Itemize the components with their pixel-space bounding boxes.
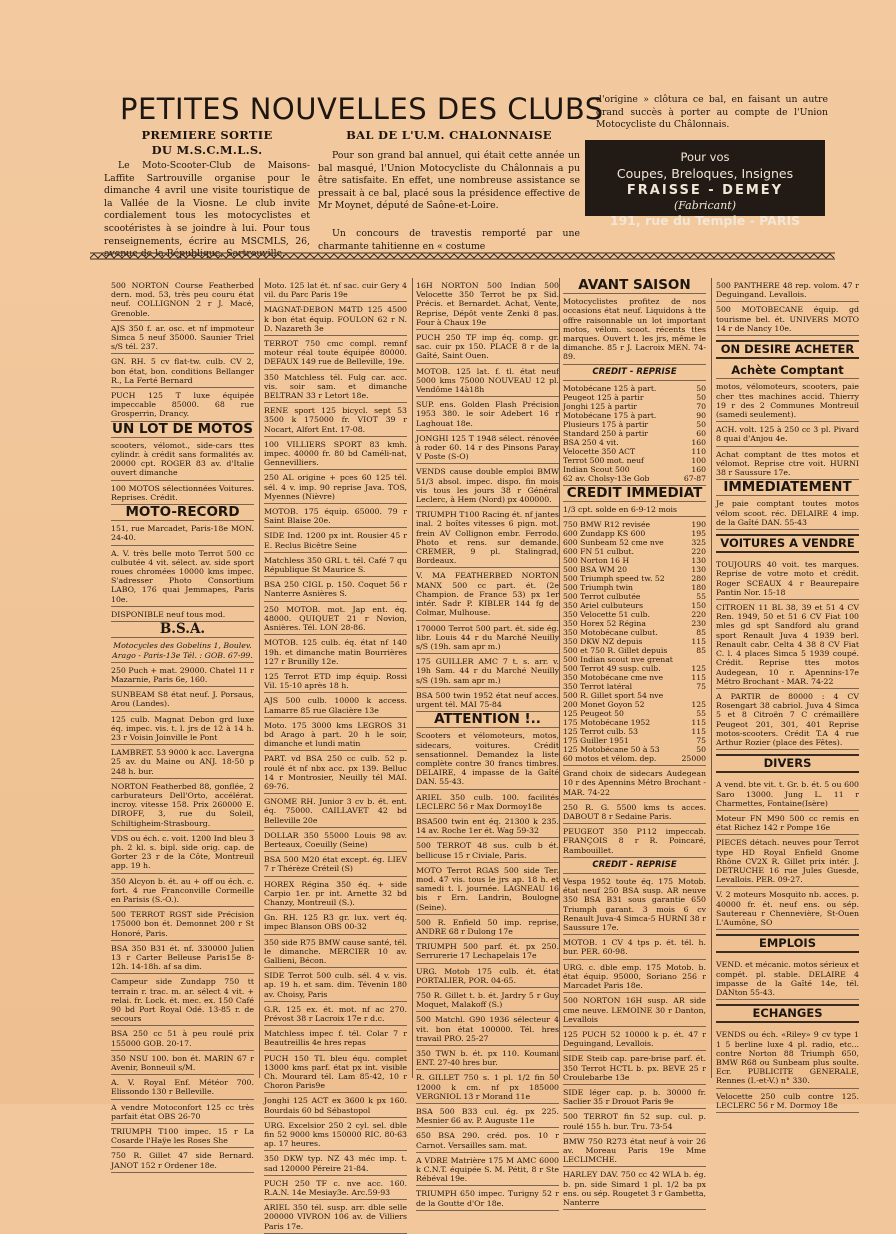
section-heading: UN LOT DE MOTOS: [112, 420, 253, 437]
classified-ad: 350 Alcyon b. ét. au + off ou éch. c. fort. 4 rue Franconville Cormeille en Parisis (S.-O.).: [111, 874, 254, 908]
price-value: 220: [691, 547, 706, 557]
classified-ad: MOTOB. 125 lat. f. tl. état neuf 5000 kms 75000 NOUVEAU 12 pl. Vendôme 14à18h: [416, 364, 559, 398]
story1-body: Le Moto-Scooter-Club de Maisons-Laffite Sartrouville organise pour le dimanche 4 avril une visite touristique de la Vallée de la Viosne. Le club invite cordialement tous les motocyclistes et scootéristes à se joindre à lui. Pour tous renseignements, écrire au MSCMLS, 26, avenue de la République, Sartrouville.: [104, 160, 310, 260]
classified-ad: 350 side R75 BMW cause santé, tél. le dimanche. MERCIER 10 av. Gallieni, Bécon.: [264, 935, 407, 969]
classified-ad: 350 NSU 100. bon ét. MARIN 67 r Avenir, Bonneuil s/M.: [111, 1051, 254, 1075]
price-value: 90: [696, 410, 706, 420]
price-row: [563, 538, 706, 547]
classified-ad: 500 NORTON 16H susp. AR side cme neuve. LEMOINE 30 r Danton, Levallois: [563, 993, 706, 1027]
classified-ad: Velocette 250 culb contre 125. LECLERC 56 r M. Dormoy 18e: [716, 1089, 859, 1113]
price-value: 125: [691, 664, 706, 674]
section-heading: DIVERS: [716, 754, 859, 773]
classifieds-column-3: [416, 278, 559, 1208]
price-row: [563, 718, 706, 727]
classified-ad: PIECES détach. neuves pour Terrot type HD Royal Enfield Gnome Rhône CV2X R. Gillet prix intér. J. DETRUCHE 16 rue Jules Guesde, Levallois. PER. 09-27.: [716, 835, 859, 887]
price-row: [563, 447, 706, 456]
classified-ad: 500 TERROT 48 sus. culb b ét. bellicuse 15 r Civiale, Paris.: [416, 838, 559, 862]
classified-ad: 500 TERROT fin 52 sup. cul. p. roulé 155 h. bur. Tru. 73-54: [563, 1109, 706, 1133]
price-row: [563, 402, 706, 411]
classified-ad: URG. c. dble emp. 175 Motob. b. état équip. 95000, Soriano 256 r Marcadet Paris 18e.: [563, 960, 706, 994]
classified-ad: PUCH 250 TF c. nve acc. 160. R.A.N. 14e Mesiay3e. Arc.59-93: [264, 1176, 407, 1200]
price-item: 350 Motobécane cme nve: [563, 673, 664, 683]
price-value: 85: [696, 628, 706, 638]
classified-ad: Moto. 125 lat ét. nf sac. cuir Gery 4 vil. du Parc Paris 19e: [264, 278, 407, 302]
price-value: 160: [691, 437, 706, 447]
price-item: 200 Monet Goyon 52: [563, 700, 645, 710]
price-item: 500 et 750 R. Gillet depuis: [563, 646, 668, 656]
classified-ad: ACH. volt. 125 à 250 cc 3 pl. Pivard 8 quai d'Anjou 4e.: [716, 422, 859, 446]
classified-ad: A PARTIR de 80000 : 4 CV Rosengart 38 cabriol. Juva 4 Simca 5 et 8 Citroën 7 C crémaillère Peugeot 201, 301, 401 Reprise motos-scooters. Crédit T.A 4 rue Arthur Rozier (place des Fêtes).: [716, 689, 859, 750]
classified-ad: Moto. 175 3000 kms LEGROS 31 bd Arago à part. 20 h le soir, dimanche et lundi matin: [264, 718, 407, 752]
price-row: [563, 745, 706, 754]
price-row: [563, 682, 706, 691]
price-value: 325: [691, 538, 706, 548]
classified-ad: 500 NORTON Course Featherbed dern. mod. 53, très peu couru état neuf. COLLIGNON 2 r J. Macé, Grenoble.: [111, 278, 254, 321]
section-heading: CREDIT IMMEDIAT: [563, 486, 706, 502]
price-item: 500 Terrot culbutée: [563, 592, 641, 602]
story1-title-line2: DU M.S.C.M.L.S.: [151, 143, 263, 157]
classified-ad: PUCH 250 TF imp éq. comp. gr. sac. cuir px 150. PLACE 8 r de la Gaîté, Saint Ouen.: [416, 330, 559, 364]
price-row: [563, 754, 706, 763]
price-row: [563, 637, 706, 646]
classified-ad: Matchless 350 GRL t. tél. Café 7 qu République St Maurice S.: [264, 553, 407, 577]
price-item: 500 BSA WM 20: [563, 565, 628, 575]
price-row: [563, 438, 706, 447]
price-item: 350 Ariel culbuteurs: [563, 601, 644, 611]
price-item: Standard 250 à partir: [563, 428, 648, 438]
price-value: [677, 655, 706, 664]
classified-ad: MOTO Terrot RGAS 500 side Ter. mod. 47 vis. tous le jrs ap. 18 h. et samedi t. l. journée. LAGNEAU 16 bis r Ern. Landrin, Boulogne (Seine).: [416, 863, 559, 915]
price-value: 130: [691, 565, 706, 575]
price-row: [563, 583, 706, 592]
classified-ad: 151, rue Marcadet, Paris-18e MON. 24-40.: [111, 521, 254, 545]
section-heading: AVANT SAISON: [563, 278, 706, 294]
story2-body-1: Pour son grand bal annuel, qui était cette année un bal masqué, l'Union Motocycliste du Châlonnais a pu être satisfaite. En effet, une nombreuse assistance se pressait à ce bal, placé sous la présidence effective de Mr Moynet, député de Saône-et-Loire.: [318, 150, 580, 212]
price-item: Terrot 500 mot. neuf: [563, 455, 644, 465]
price-item: Velocette 350 ACT: [563, 446, 636, 456]
price-item: 350 Motobécane culbut.: [563, 628, 658, 638]
price-list: [563, 381, 706, 486]
classified-ad: AJS 350 f. ar. osc. et nf impmoteur Simca 5 neuf 35000. Saunier Triel s/S tél. 237.: [111, 321, 254, 355]
classified-ad: R. GILLET 750 s. 1 pl. 1/2 fin 50 12000 k cm. nf px 185000 VERGNIOL 13 r Morand 11e: [416, 1070, 559, 1104]
price-item: 500 Norton 16 H: [563, 556, 630, 566]
price-item: 600 Zundapp KS 600: [563, 529, 646, 539]
classified-ad: 500 Matchl. G90 1936 sélecteur 4 vit. bon état 100000. Tél. hres travail PRO. 25-27: [416, 1012, 559, 1046]
classified-ad: V. MA FEATHERBED NORTON MANX 500 cc part. ét. (2e Champion. de France 53) px 1er intér. Sadr P. KIBLER 144 fg de Colmar, Mulhouse.: [416, 568, 559, 620]
price-item: 750 BMW R12 revisée: [563, 520, 651, 530]
classified-ad: 350 DKW typ. NZ 43 méc imp. t. sad 120000 Péreire 21-84.: [264, 1151, 407, 1175]
price-value: 75: [696, 736, 706, 746]
price-item: 600 FN 51 culbut.: [563, 547, 634, 557]
price-value: 115: [691, 637, 706, 647]
classified-ad: 250 AL origine + pces 60 125 tél. sél. 4 v. imp. 90 reprise Java. TOS, Myennes (Nièvre): [264, 470, 407, 504]
classifieds-column-4: [563, 277, 706, 1207]
price-row: [563, 691, 706, 700]
classified-ad: G.R. 125 ex. ét. mot. nf ac 270. Prévost 38 r Lacroix 17e r d.c.: [264, 1002, 407, 1026]
classified-ad: MOTOB. 125 culb. éq. état nf 140 19h. et dimanche matin Bourrières 127 r Brunilly 12e.: [264, 635, 407, 669]
price-item: 500 Indian scout nve grenat: [563, 655, 673, 665]
classified-ad: 125 PUCH 52 10000 k p. ét. 47 r Deguingand, Levallois.: [563, 1027, 706, 1051]
classified-ad: 500 PANTHERE 48 rep. volom. 47 r Deguingand. Levallois.: [716, 278, 859, 302]
classified-ad: 100 VILLIERS SPORT 83 kmh. impec. 40000 fr. 80 bd Caméli-nat, Gennevilliers.: [264, 437, 407, 471]
classified-ad: PUCH 125 T luxe équipée impeccable 85000. 68 rue Grosperrin, Drancy.: [111, 388, 254, 422]
price-row: [563, 384, 706, 393]
classified-ad: TRIUMPH T100 impec. 15 r La Cosarde l'Haÿe les Roses She: [111, 1124, 254, 1148]
price-item: 350 DKW NZ depuis: [563, 637, 643, 647]
classified-ad: Gn. RH. 125 R3 gr. lux. vert éq. impec Blanson OBS 00-32: [264, 910, 407, 934]
price-row: [563, 709, 706, 718]
price-row: [563, 601, 706, 610]
classified-ad: Je paie comptant toutes motos vélom scoot. réc. DELAIRE 4 imp. de la Gaîté DAN. 55-43: [716, 496, 859, 530]
classified-ad: LAMBRET. 53 9000 k acc. Lavergna 25 av. du Maine ou ANJ. 18-50 p 248 h. bur.: [111, 745, 254, 779]
price-value: 50: [696, 392, 706, 402]
price-value: 50: [696, 383, 706, 393]
price-value: 25000: [681, 754, 706, 764]
classified-ad: Achat comptant de ttes motos et vélomot. Reprise ctre voit. HURNI 38 r Saussure 17e.: [716, 447, 859, 481]
price-value: 115: [691, 673, 706, 683]
classified-ad: 1/3 cpt. solde en 6-9-12 mois: [563, 502, 706, 517]
classified-ad: BMW 750 R273 état neuf à voir 26 av. Moreau Paris 19e Mme LECLIMCHE.: [563, 1134, 706, 1168]
price-item: 500 Triumph speed tw. 52: [563, 574, 665, 584]
price-row: [563, 655, 706, 664]
fraisse-demey-ad: [585, 140, 825, 228]
price-value: 115: [691, 718, 706, 728]
classified-ad: 100 MOTOS sélectionnées Voitures. Reprises. Crédit.: [111, 481, 254, 505]
price-item: Peugeot 125 à partir: [563, 392, 644, 402]
price-value: 160: [691, 464, 706, 474]
classified-ad: VENDS ou éch. «Riley» 9 cv type 1 1 5 berline luxe 4 pl. radio, etc... contre Norton 88 Triumph 650, BMW R68 ou Sunbeam plus soulte. Ecr. PUBLICITE GENERALE, Rennes (I.-et-V.) n° 330.: [716, 1027, 859, 1088]
classified-ad: ARIEL 350 culb. 100. facilités LECLERC 56 r Max Dormoy18e: [416, 790, 559, 814]
price-row: [563, 727, 706, 736]
price-item: 125 Motobécane 50 à 53: [563, 745, 660, 755]
classified-ad: TOUJOURS 40 voit. tes marques. Reprise de votre moto et crédit. Roger SCEAUX 4 r Beaurepaire Pantin Nor. 15-18: [716, 557, 859, 600]
price-row: [563, 736, 706, 745]
classified-ad: GN. RH. 5 cv flat-tw. culb. CV 2, bon état, bon. conditions Bellanger R., La Ferté Bernard: [111, 354, 254, 388]
classified-ad: SUNBEAM S8 état neuf. J. Porsaus, Arou (Landes).: [111, 687, 254, 711]
classified-ad: PART. vd BSA 250 cc culb. 52 p. roulé ét nf nbx acc. px 139. Belluc 14 r Montrosier, Neuilly tél MAI. 69-76.: [264, 751, 407, 794]
price-row: [563, 474, 706, 483]
classified-ad: motos, vélomoteurs, scooters, paie cher ttes machines accid. Thierry 19 r des 2 Communes Montreuil (samedi seulement).: [716, 379, 859, 422]
classified-ad: DISPONIBLE neuf tous mod.: [111, 607, 254, 622]
section-heading: CREDIT - REPRISE: [563, 858, 706, 874]
classified-ad: 750 R. Gillet t. b. ét. Jardry 5 r Guy Moquet, Malakoff (S.): [416, 988, 559, 1012]
price-item: Jonghi 125 à partir: [563, 401, 637, 411]
section-heading: IMMEDIATEMENT: [716, 480, 859, 496]
classified-ad: PUCH 150 TL bleu équ. complet 13000 kms parf. état px int. visible Ch. Mourard tél. Lam 85-42, 10 r Choron Paris9e: [264, 1051, 407, 1094]
price-item: 500 Triumph twin: [563, 583, 634, 593]
classified-ad: 170000 Terrot 500 part. ét. side ég. libr. Louis 44 r du Marché Neuilly s/S (19h. sam apr m.): [416, 621, 559, 655]
section-heading: CREDIT - REPRISE: [563, 365, 706, 381]
classified-ad: Vespa 1952 toute éq. 175 Motob. état neuf 250 BSA susp. AR neuve 350 BSA B31 sous garantie 650 Triumph garant. 3 mois 6 cv Renault Juva-4 Simca-5 HURNI 38 r Saussure 17e.: [563, 874, 706, 935]
price-value: 75: [696, 682, 706, 692]
price-row: [563, 456, 706, 465]
price-row: [563, 529, 706, 538]
price-row: [563, 664, 706, 673]
column-rule: [412, 278, 413, 1078]
price-item: 600 Sunbeam 52 cme nve: [563, 538, 664, 548]
story2-body-3: d'origine » clôtura ce bal, en faisant un autre grand succès à porter au compte de l'Union Motocycliste du Châlonnais.: [596, 94, 828, 131]
classified-ad: MAGNAT-DEBON M4TD 125 4500 k bon état équip. FOULON 62 r N. D. Nazareth 3e: [264, 302, 407, 336]
page-headline: PETITES NOUVELLES DES CLUBS: [120, 92, 604, 126]
ad-line-5: 191, rue du Temple - PARIS: [609, 213, 801, 228]
classified-ad: MOTOB. 1 CV 4 tps p. ét. tél. h. bur. PER. 60-98.: [563, 935, 706, 959]
price-item: Motobécane 175 à part.: [563, 410, 657, 420]
price-value: [677, 691, 706, 700]
classified-ad: URG. Excelsior 250 2 cyl. sel. dble fin 52 9000 kms 150000 RIC. 80-63 ap. 17 heures.: [264, 1118, 407, 1152]
classified-ad: SIDE léger cap. p. b. 30000 fr. Saclier 35 r Drouot Paris 9e: [563, 1085, 706, 1109]
classified-ad: TRIUMPH 650 impec. Turigny 52 r de la Goutte d'Or 18e.: [416, 1186, 559, 1210]
classified-ad: Moteur FN M90 500 cc remis en état Richez 142 r Pompe 16e: [716, 811, 859, 835]
price-item: Plusieurs 175 à partir: [563, 419, 649, 429]
price-row: [563, 592, 706, 601]
section-heading: ATTENTION !..: [416, 712, 559, 728]
price-value: 195: [691, 529, 706, 539]
classified-ad: BSA 350 B31 ét. nf. 330000 Julien 13 r Carter Belleuse Paris15e 8-12h. 14-18h. af sa dim.: [111, 941, 254, 975]
price-row: [563, 465, 706, 474]
classified-ad: SUP. ens. Golden Flash Précision 1953 380. le soir Adebert 16 r Laghouat 18e.: [416, 397, 559, 431]
classified-ad: AJS 500 culb. 10000 k access. Lamarre 85 rue Glacière 13e: [264, 693, 407, 717]
price-value: 115: [691, 727, 706, 737]
price-row: [563, 565, 706, 574]
price-row: [563, 673, 706, 682]
classified-ad: GNOME RH. Junior 3 cv b. ét. ent. éq. 75000. CAILLAVET 42 bd Belleville 20e: [264, 794, 407, 828]
price-value: 85: [696, 646, 706, 656]
price-value: 110: [691, 446, 706, 456]
classified-ad: 16H NORTON 500 Indian 500 Velocette 350 Terrot be px Sid. Précis. et Bernardet. Achat, Vente, Reprise, Dépôt vente Zenki 8 pas. Four à Chaux 19e: [416, 278, 559, 330]
price-item: 175 Motobécane 1952: [563, 718, 651, 728]
classified-ad: 175 GUILLER AMC 7 t. s. arr. v. 19h Sam. 44 r du Marché Neuilly s/S (19h. sam apr m.): [416, 654, 559, 688]
price-item: 125 Peugeot 50: [563, 709, 624, 719]
classified-ad: 250 R. G. 5500 kms ts acces. DABOUT 8 r Sedaine Paris.: [563, 800, 706, 824]
price-row: [563, 646, 706, 655]
classified-ad: Motocyclistes profitez de nos occasions état neuf. Liquidons à tte offre raisonnable un lot important motos, vélom. scoot. récents ttes marques. Ouvert t. les jrs, même le dimanche. 85 r J. Lacroix MEN. 74-89.: [563, 294, 706, 364]
price-item: 500 Terrot 49 susp. culb.: [563, 664, 661, 674]
classified-ad: Campeur side Zundapp 750 tt terrain r. trac. m. ar. sélect 4 vit. + relai. fr. Lock. ét. mec. ex. 150 Café 90 bd Port Royal Odé. 13-85 r. de secours: [111, 974, 254, 1026]
classified-ad: Matchless impec f. tél. Colar 7 r Beautreillis 4e hres repas: [264, 1026, 407, 1050]
classifieds-column-2: [264, 278, 407, 1231]
price-item: 350 Velocette 51 culb.: [563, 610, 650, 620]
price-value: 70: [696, 401, 706, 411]
section-heading: MOTO-RECORD: [111, 505, 254, 521]
section-heading: EMPLOIS: [716, 934, 859, 953]
price-value: 280: [691, 574, 706, 584]
price-row: [563, 619, 706, 628]
price-value: 50: [696, 419, 706, 429]
classified-ad: 750 R. Gillet 47 side Bernard. JANOT 152 r Ordener 18e.: [111, 1148, 254, 1172]
classified-ad: 500 R. Enfield 50 imp. reprise, ANDRE 68 r Dulong 17e: [416, 915, 559, 939]
classified-ad: BSA 500 B33 cul. ég. px 225. Mesnier 66 av. P. Auguste 11e: [416, 1104, 559, 1128]
classified-ad: V. 2 moteurs Mosquito nb. acces. p. 40000 fr. ét. neuf ens. ou sép. Sautereau r Chennevière, St-Ouen L'Aumône, SO: [716, 887, 859, 930]
price-row: [563, 411, 706, 420]
classified-ad: TERROT 750 cmc compl. remnf moteur réal toute équipée 80000. DEFAUX 149 rue de Belleville, 19e.: [264, 336, 407, 370]
column-rule: [259, 278, 260, 1078]
price-item: 60 motos et vélom. dep.: [563, 754, 657, 764]
price-row: [563, 610, 706, 619]
classified-ad: BSA 250 CIGL p. 150. Coquet 56 r Nanterre Asnières S.: [264, 577, 407, 601]
price-row: [563, 628, 706, 637]
classified-ad: TRIUMPH 500 parf. ét. px 250. Serrurerie 17 Lechapelais 17e: [416, 939, 559, 963]
price-value: 60: [696, 428, 706, 438]
section-heading: ECHANGES: [716, 1004, 859, 1023]
classified-ad: HARLEY DAV. 750 cc 42 WLA b. ég. b. pn. side Simard 1 pl. 1/2 ba px ens. ou sép. Rougetet 3 r Gambetta, Nanterre: [563, 1167, 706, 1210]
classified-ad: VENDS cause double emploi BMW 51/3 absol. impec. dispo. fin mois vis tous les jours 38 r Général Leclerc, à Hem (Nord) px 400000.: [416, 464, 559, 507]
price-item: 62 av. Cholsy-13e Gob: [563, 473, 650, 483]
classified-ad: Grand choix de sidecars Audegean 10 r des Apennins Métro Brochant - MAR. 74-22: [563, 766, 706, 800]
classified-ad: BSA500 twin ent éq. 21300 k 235. 14 av. Roche 1er ét. Wag 59-32: [416, 814, 559, 838]
price-item: 350 Horex 52 Régina: [563, 619, 646, 629]
price-value: 67-87: [683, 473, 706, 483]
classified-ad: NORTON Featherbed 88, gonflée, 2 carburateurs Dell'Orto, accélérat. incroy. vitesse 158. Prix 260000 E. DIROFF, 3, rue du Soleil, Schiltigheim-Strasbourg.: [111, 779, 254, 831]
price-value: 55: [696, 709, 706, 719]
column-rule: [559, 278, 560, 1078]
classified-ad: 125 Terrot ETD imp équip. Rossi Vil. 15-10 après 18 h.: [264, 669, 407, 693]
classified-ad: VEND. et mécanic. motos sérieux et compét. pl. stable. DELAIRE 4 impasse de la Gaîté 14e, tél. DANton 55-43.: [716, 957, 859, 1000]
classified-ad: HOREX Régina 350 éq. + side Carpio 1er. pr int. Arnette 32 bd Chanzy, Montreuil (S.).: [264, 877, 407, 911]
price-value: 50: [696, 745, 706, 755]
classified-ad: URG. Motob 175 culb. ét. état PORTALIER, POR. 04-65.: [416, 964, 559, 988]
header-divider: [90, 252, 835, 260]
classified-ad: BSA 500 M20 état except. ég. LIEV 7 r Thérèze Créteil (S): [264, 852, 407, 876]
classified-ad: scooters, vélomot., side-cars ttes cylindr. à crédit sans formalités av. 20000 cpt. ROGER 83 av. d'Italie ouvert dimanche: [111, 438, 254, 481]
price-value: 125: [691, 700, 706, 710]
story2-title: BAL DE L'U.M. CHALONNAISE: [346, 128, 552, 142]
price-value: 150: [691, 601, 706, 611]
price-value: 100: [691, 455, 706, 465]
classified-ad: JONGHI 125 T 1948 sélect. rénovée à roder 60. 14 r des Pinsons Paray V Poste (S-O): [416, 431, 559, 465]
price-item: Motobécane 125 à part.: [563, 383, 657, 393]
classified-ad: BSA 500 twin 1952 état neuf acces. urgent tél. MAI 75-84: [416, 688, 559, 712]
price-value: 220: [691, 610, 706, 620]
classified-ad: 250 MOTOB. mot. Jap ent. éq. 48000. QUIQUET 21 r Novion, Asnières. Tél. LON 28-86.: [264, 602, 407, 636]
section-heading: Achète Comptant: [716, 363, 859, 379]
price-row: [563, 547, 706, 556]
price-row: [563, 700, 706, 709]
price-item: 125 Terrot culb. 53: [563, 727, 639, 737]
price-item: 175 Guiller 1951: [563, 736, 629, 746]
classified-ad: 250 Puch + mat. 29000. Chatel 11 r Mazarnie, Paris 6e, 160.: [111, 663, 254, 687]
classified-ad: A vend. bte vit. t. Gr. b. ét. 5 ou 600 Saro 13000. Jung L. 11 r Charmettes, Fontaine(Isère): [716, 777, 859, 811]
classified-ad: ARIEL 350 tél. susp. arr. dble selle 200000 VIVRON 106 av. de Villiers Paris 17e.: [264, 1200, 407, 1234]
classified-ad: Scooters et vélomoteurs, motos, sidecars, voitures. Crédit sensationnel. Demandez la liste complète contre 30 francs timbres. DELAIRE, 4 impasse de la Gaîté DAN. 55-43.: [416, 728, 559, 789]
classified-ad: Jonghi 125 ACT ex 3600 k px 160. Bourdais 60 bd Sébastopol: [264, 1093, 407, 1117]
price-value: 230: [691, 619, 706, 629]
classified-ad: SIDE Terrot 500 culb. sél. 4 v. vis. ap. 19 h. et sam. dim. Tévenin 180 av. Choisy, Paris: [264, 968, 407, 1002]
classified-ad: 500 TERROT RGST side Précision 175000 bon ét. Demonnet 200 r St Honoré, Paris.: [111, 907, 254, 941]
ad-line-2: Coupes, Breloques, Insignes: [616, 166, 794, 181]
classified-ad: A. V. Royal Enf. Météor 700. Elissondo 130 r Belleville.: [111, 1075, 254, 1099]
price-list: [563, 517, 706, 766]
price-row: [563, 420, 706, 429]
classified-ad: CITROEN 11 BL 38, 39 et 51 4 CV Ren. 1949, 50 et 51 6 CV Fiat 100 mles gd spt Sandford alu grand sport Renault Juva 4 1939 berl. Renault cabr. Celta 4 38 8 CV Fiat C. l. 4 places Simca 5 1939 coupé. Crédit. Reprise ttes motos Audegean, 10 r. Apennins-17e Métro Brochant - MAR. 74-22: [716, 600, 859, 689]
ad-line-1: Pour vos: [680, 150, 730, 164]
classified-ad: BSA 250 cc 51 à peu roulé prix 155000 GOB. 20-17.: [111, 1026, 254, 1050]
classified-ad: A VDRE Matrière 175 M AMC 6000 k C.N.T. équipée S. M. Pétit, 8 r Ste Rébéval 19e.: [416, 1153, 559, 1187]
classified-ad: VDS ou éch. c. voit. 1200 Ind bleu 3 ph. 2 kl. s. bipl. side orig. cap. de Gorter 23 r de la Côte, Montreuil app. 19 h.: [111, 831, 254, 874]
dealer-address: Motocycles des Gobelins 1, Boulev. Arago - Paris-13e Tél. : GOB. 67-99.: [111, 638, 254, 662]
classified-ad: 350 Matchless tél. Fulg car. acc. vis. soir sam. et dimanche BELTRAN 33 r Letort 18e.: [264, 370, 407, 404]
price-value: 130: [691, 556, 706, 566]
price-item: 500 R. Gillet sport 54 nve: [563, 691, 664, 701]
price-item: Indian Scout 500: [563, 464, 630, 474]
story1-title-line1: PREMIERE SORTIE: [141, 128, 273, 142]
classified-ad: 125 culb. Magnat Debon grd luxe éq. impec. vis. t. l. jrs de 12 à 14 h. 23 r Voisin Joinville le Pont: [111, 712, 254, 746]
classified-ad: DOLLAR 350 55000 Louis 98 av. Berteaux, Coeuilly (Seine): [264, 828, 407, 852]
classified-ad: MOTOB. 175 équip. 65000. 79 r Saint Blaise 20e.: [264, 504, 407, 528]
price-row: [563, 520, 706, 529]
classified-ad: PEUGEOT 350 P112 impeccab. FRANÇOIS 8 r R. Poincaré, Rambouillet.: [563, 824, 706, 858]
price-row: [563, 429, 706, 438]
classified-ad: SIDE Ind. 1200 px int. Rousier 45 r E. Reclus Bicêtre Seine: [264, 528, 407, 552]
classified-ad: 650 BSA 290. créd. pos. 10 r Carnot. Versailles sam. mat.: [416, 1128, 559, 1152]
ad-line-3: FRAISSE - DEMEY: [626, 183, 784, 198]
price-value: 190: [691, 520, 706, 530]
classified-ad: A. V. très belle moto Terrot 500 cc culbutée 4 vit. sélect. av. side sport roues chromées 10000 kms impec. S'adresser Photo Consortium LABO, 176 quai Jemmapes, Paris 10e.: [111, 546, 254, 607]
classified-ad: TRIUMPH T100 Racing ét. nf jantes inal. 2 boîtes vitesses 6 pign. mot. frein AV Collignon embr. Ferrodo. Photo et rens. sur demande. CREMER, 9 pl. Stalingrad, Bordeaux.: [416, 507, 559, 568]
classifieds-column-1: [111, 278, 254, 1170]
story2-body-2: Un concours de travestis remporté par une charmante tahitienne en « costume: [318, 228, 580, 252]
price-item: 350 Terrot latéral: [563, 682, 633, 692]
classifieds-column-5: [716, 278, 859, 1110]
classified-ad: A vendre Motoconfort 125 cc très parfait état OBS 26-70: [111, 1100, 254, 1124]
ad-line-4: (Fabricant): [673, 199, 737, 212]
price-row: [563, 574, 706, 583]
price-value: 55: [696, 592, 706, 602]
price-row: [563, 556, 706, 565]
section-heading: B.S.A.: [111, 622, 254, 638]
classified-ad: RENE sport 125 bicycl. sept 53 3500 k 175000 fr. VIOT 39 r Nocart, Alfort Ent. 17-08.: [264, 403, 407, 437]
classified-ad: 500 MOTOBECANE équip. gd tourisme bel. ét. UNIVERS MOTO 14 r de Nancy 10e.: [716, 302, 859, 336]
column-rule: [711, 278, 712, 1078]
classified-ad: SIDE Steib cap. pare-brise parf. ét. 350 Terrot HCTL b. px. BEVE 25 r Croulebarbe 13e: [563, 1051, 706, 1085]
section-heading: ON DESIRE ACHETER: [716, 340, 859, 359]
classified-ad: 350 TWN b. ét. px 110. Koumani ENT. 27-40 hres bur.: [416, 1046, 559, 1070]
section-heading: VOITURES A VENDRE: [716, 534, 859, 553]
price-value: 180: [691, 583, 706, 593]
price-row: [563, 393, 706, 402]
price-item: BSA 250 4 vit.: [563, 437, 619, 447]
